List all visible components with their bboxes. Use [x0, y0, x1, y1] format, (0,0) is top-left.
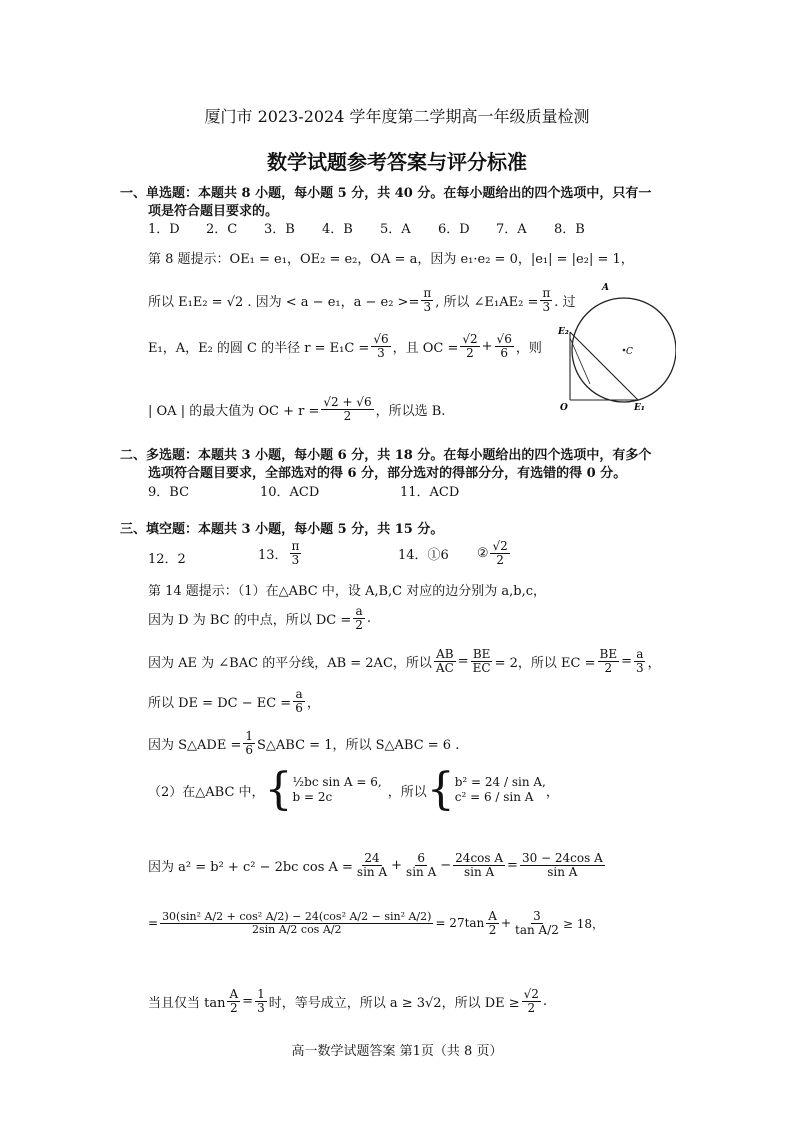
equation-system-2: [455, 775, 546, 805]
fraction: [227, 988, 240, 1014]
label-c: C: [626, 347, 633, 357]
label-a: A: [602, 283, 609, 293]
hint8-line3-text-c: ，则: [515, 340, 542, 356]
section1-heading-cont: 项是符合题目要求的。: [148, 204, 279, 219]
fraction: [471, 648, 493, 674]
fraction: [520, 852, 605, 878]
fraction: [160, 911, 433, 935]
answer-14-part1: 14．①6: [398, 547, 449, 563]
fraction: [522, 988, 541, 1014]
answer-2: 2．C: [206, 222, 238, 237]
hint14-line3: [148, 648, 661, 674]
frac-num: √2: [462, 332, 478, 346]
hint14-line7: [148, 852, 607, 878]
answer-3: 3．B: [264, 222, 295, 237]
answer-14: [398, 540, 512, 566]
hint14-line8-text-b: = 27tan: [435, 916, 485, 931]
answer-8: 8．B: [554, 222, 585, 237]
frac-den: tan A/2: [515, 922, 559, 937]
frac-den: 2: [496, 552, 504, 567]
plus-sign: +: [500, 916, 512, 931]
document-title: 厦门市 2023-2024 学年度第二学期高一年级质量检测: [204, 107, 590, 126]
left-brace-glyph: {: [264, 764, 293, 815]
document-subtitle: 数学试题参考答案与评分标准: [267, 150, 527, 174]
minus-sign: −: [440, 857, 452, 873]
hint14-line2-text-a: 因为 D 为 BC 的中点，所以 DC =: [148, 612, 352, 628]
fraction: [634, 648, 646, 674]
hint8-line1: 第 8 题提示：OE₁ = e₁，OE₂ = e₂，OA = a，因为 e₁·e₂ = 0，|e₁| = |e₂| = 1，: [148, 252, 634, 267]
frac-num: √6: [496, 332, 512, 346]
frac-den: 6: [245, 742, 254, 757]
frac-num: √2 + √6: [323, 395, 372, 409]
answer-1: 1．D: [148, 222, 180, 237]
section2-heading: 二、多选题：本题共 3 小题，每小题 6 分，共 18 分。在每小题给出的四个选项中，有多个: [120, 448, 652, 463]
section2-answers: [148, 481, 459, 500]
hint14-line9-text-c: .: [542, 993, 548, 1009]
hint14-line7-text-a: 因为 a² = b² + c² − 2bc cos A =: [148, 859, 353, 875]
frac-num: π: [291, 539, 300, 553]
fraction: [353, 605, 365, 631]
frac-num: √2: [492, 539, 508, 553]
system2-row2: c² = 6 / sin A: [454, 790, 534, 804]
hint14-line6-text-c: ，: [545, 784, 559, 800]
answer-12: 12．2: [148, 552, 186, 567]
frac-num: 30(sin² A/2 + cos² A/2) − 24(cos² A/2 − sin² A/2): [162, 910, 432, 924]
answer-6: 6．D: [438, 222, 470, 237]
fraction: [255, 988, 267, 1014]
frac-num: π: [423, 286, 432, 300]
hint14-line9-text-a: 当且仅当 tan: [148, 995, 226, 1011]
fraction: [293, 688, 305, 714]
frac-den: 6: [295, 700, 303, 715]
hint14-line5-text-b: S△ABC = 1，所以 S△ABC = 6 .: [257, 737, 460, 753]
frac-num: a: [295, 687, 303, 701]
hint8-line2-text-c: . 过: [554, 294, 576, 310]
equals-sign: =: [242, 993, 254, 1009]
fraction: [404, 852, 438, 878]
fraction: [243, 730, 255, 756]
answer-4: 4．B: [322, 222, 353, 237]
fraction: [434, 648, 456, 674]
hint14-line6: [148, 764, 559, 815]
frac-num: 30 − 24cos A: [521, 851, 603, 865]
frac-den: 3: [291, 552, 300, 567]
answer-5: 5．A: [380, 222, 411, 237]
fraction: [513, 910, 561, 936]
fraction: [540, 287, 552, 313]
system2-row1: b² = 24 / sin A,: [454, 775, 546, 789]
frac-num: 1: [245, 729, 254, 743]
frac-den: sin A: [463, 864, 495, 879]
hint14-line2-text-b: .: [366, 610, 372, 626]
frac-den: 3: [542, 299, 551, 314]
frac-den: 2sin A/2 cos A/2: [252, 922, 342, 936]
frac-den: EC: [472, 660, 491, 675]
plus-sign: +: [391, 857, 403, 873]
frac-den: AC: [435, 660, 454, 675]
plus-sign: +: [481, 338, 493, 354]
frac-num: A: [488, 909, 497, 923]
fraction: [355, 852, 389, 878]
hint14-line4-text-a: 所以 DE = DC − EC =: [148, 695, 292, 711]
hint14-line4: [148, 688, 320, 714]
hint8-line3-text-b: ，且 OC =: [392, 340, 459, 356]
frac-num: a: [636, 647, 644, 661]
frac-den: sin A: [547, 864, 578, 879]
frac-den: 3: [257, 1000, 265, 1015]
fraction: [421, 287, 433, 313]
frac-den: 6: [500, 345, 508, 360]
frac-num: π: [542, 286, 551, 300]
fraction: [490, 540, 509, 566]
hint14-line4-text-b: ，: [306, 695, 320, 711]
frac-num: a: [355, 604, 363, 618]
fraction: [371, 333, 390, 359]
section2-heading-cont: 选项符合题目要求，全部选对的得 6 分，部分选对的得部分分，有选错的得 0 分。: [148, 466, 627, 481]
frac-den: 2: [604, 660, 613, 675]
frac-den: 3: [423, 299, 432, 314]
system1-row1: ½bc sin A = 6,: [292, 775, 382, 789]
frac-num: BE: [472, 647, 491, 661]
equals-sign: =: [507, 857, 518, 873]
equation-system-1: [293, 775, 382, 805]
hint14-line2: [148, 605, 371, 631]
answer-13: [258, 540, 303, 566]
label-e1: E₁: [634, 403, 645, 413]
fraction: [486, 910, 499, 936]
equals-sign: =: [457, 653, 469, 669]
hint14-line3-text-c: ，: [647, 655, 661, 671]
hint8-line2: [148, 287, 576, 313]
frac-num: 1: [257, 987, 265, 1001]
equals-sign: =: [148, 916, 159, 931]
answer-10: 10．ACD: [260, 485, 320, 500]
frac-den: 3: [377, 345, 385, 360]
hint14-line6-text-b: ，所以: [387, 784, 427, 800]
hint14-line3-text-b: = 2，所以 EC =: [494, 655, 596, 671]
equals-sign: =: [621, 653, 632, 669]
hint8-line2-text-b: , 所以 ∠E₁AE₂ =: [435, 294, 539, 310]
frac-num: √6: [373, 332, 389, 346]
hint14-line6-text-a: （2）在△ABC 中，: [148, 784, 265, 800]
frac-num: A: [229, 987, 239, 1001]
frac-den: 2: [466, 345, 474, 360]
answer-11: 11．ACD: [400, 485, 460, 500]
answer-13-label: 13．: [258, 547, 288, 563]
hint14-line9: [148, 988, 547, 1014]
frac-den: 3: [636, 660, 644, 675]
frac-num: √2: [523, 987, 539, 1001]
fraction: [290, 540, 302, 566]
circle-figure: [556, 280, 676, 416]
frac-num: 24: [364, 851, 380, 865]
frac-num: AB: [436, 647, 454, 661]
fraction: [598, 648, 620, 674]
hint14-line5-text-a: 因为 S△ADE =: [148, 737, 242, 753]
segment-e1e2: [570, 332, 638, 400]
frac-num: 6: [417, 851, 425, 865]
left-brace-glyph: {: [426, 764, 455, 815]
hint14-line1: 第 14 题提示：（1）在△ABC 中，设 A,B,C 对应的边分别为 a,b,c，: [148, 584, 547, 599]
frac-den: sin A: [356, 864, 388, 879]
frac-den: 2: [355, 617, 363, 632]
hint8-line3: [148, 333, 542, 359]
hint14-line9-text-b: 时，等号成立，所以 a ≥ 3√2，所以 DE ≥: [268, 995, 520, 1011]
hint8-line4-text-b: ，所以选 B.: [375, 403, 446, 419]
hint14-line8-text-c: ≥ 18，: [562, 916, 605, 931]
fraction: [460, 333, 479, 359]
center-dot: [623, 349, 626, 352]
hint14-line5: [148, 730, 459, 756]
frac-den: 2: [488, 922, 497, 937]
frac-num: BE: [599, 647, 618, 661]
answer-9: 9．BC: [148, 485, 190, 500]
hint14-line3-text-a: 因为 AE 为 ∠BAC 的平分线，AB = 2AC，所以: [148, 655, 432, 671]
fraction: [321, 396, 373, 422]
section3-heading: 三、填空题：本题共 3 小题，每小题 5 分，共 15 分。: [120, 522, 444, 537]
section1-answers: [148, 218, 608, 237]
section1-heading: 一、单选题：本题共 8 小题，每小题 5 分，共 40 分。在每小题给出的四个选项中，只有一: [120, 186, 652, 201]
page-footer: 高一数学试题答案 第1页（共 8 页）: [291, 1044, 503, 1059]
frac-num: 24cos A: [455, 851, 504, 865]
hint8-line4: [148, 396, 445, 422]
fraction: [453, 852, 505, 878]
hint8-line3-text-a: E₁，A，E₂ 的圆 C 的半径 r = E₁C =: [148, 340, 370, 356]
system1-row2: b = 2c: [292, 790, 333, 804]
hint8-line2-text-a: 所以 E₁E₂ = √2 . 因为 < a − e₁，a − e₂ >=: [148, 294, 420, 310]
hint14-line8: [148, 910, 604, 936]
label-e2: E₂: [558, 327, 569, 337]
frac-num: 3: [533, 909, 541, 923]
label-o: O: [560, 403, 568, 413]
answer-7: 7．A: [496, 222, 527, 237]
hint8-line4-text-a: | OA | 的最大值为 OC + r =: [148, 403, 320, 419]
fraction: [495, 333, 514, 359]
frac-den: 2: [343, 408, 352, 423]
frac-den: sin A: [406, 864, 437, 879]
frac-den: 2: [230, 1000, 238, 1015]
frac-den: 2: [527, 1000, 536, 1015]
answer-14-part2: ②: [476, 545, 489, 561]
